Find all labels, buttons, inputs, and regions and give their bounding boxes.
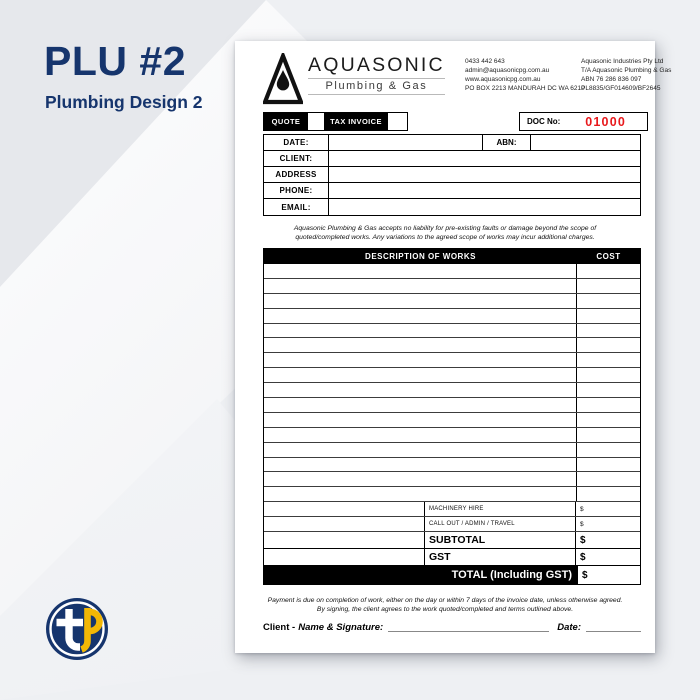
client-label: CLIENT: — [279, 154, 313, 163]
works-cost-cell[interactable] — [577, 368, 640, 382]
works-table-header — [264, 248, 640, 264]
spacer-cell — [264, 532, 425, 548]
quote-checkbox[interactable] — [308, 113, 324, 130]
address-label: ADDRESS — [275, 170, 317, 179]
subtotal-label: SUBTOTAL — [425, 532, 576, 548]
invoice-document — [235, 41, 672, 653]
gst-row — [264, 549, 640, 566]
works-empty-row[interactable] — [264, 413, 640, 428]
works-description-cell[interactable] — [264, 383, 577, 397]
address-field[interactable] — [328, 167, 640, 182]
disclaimer-line2: quoted/completed works. Any variations to the agreed scope of works may incur additional charges. — [295, 233, 595, 241]
works-empty-row[interactable] — [264, 353, 640, 368]
grand-total-label: TOTAL (Including GST) — [264, 566, 577, 584]
liability-disclaimer — [256, 225, 634, 242]
document-header — [263, 51, 672, 105]
works-description-cell[interactable] — [264, 472, 577, 486]
date-row — [264, 135, 640, 151]
tax-invoice-label: TAX INVOICE — [324, 113, 388, 130]
works-description-cell[interactable] — [264, 413, 577, 427]
doc-no-value: 01000 — [585, 114, 626, 129]
works-description-cell[interactable] — [264, 353, 577, 367]
works-cost-cell[interactable] — [577, 338, 640, 352]
brand-text — [308, 54, 445, 105]
subtotal-cost-cell[interactable]: $ — [580, 534, 586, 546]
works-description-cell[interactable] — [264, 428, 577, 442]
works-cost-cell[interactable] — [577, 398, 640, 412]
trading-name: T/A Aquasonic Plumbing & Gas — [581, 67, 672, 74]
works-cost-cell[interactable] — [577, 413, 640, 427]
signature-row — [263, 622, 641, 633]
works-empty-row[interactable] — [264, 279, 640, 294]
brand-name: AQUASONIC — [308, 54, 445, 76]
payment-note-line1: Payment is due on completion of work, either on the day or within 7 days of the invoice date, unless otherwise agreed. — [267, 597, 623, 604]
machinery-hire-row — [264, 502, 640, 517]
spacer-cell — [264, 517, 425, 531]
works-cost-cell[interactable] — [577, 472, 640, 486]
brand-tagline: Plumbing & Gas — [308, 78, 445, 95]
abn-label: ABN: — [482, 135, 530, 150]
subtotal-row — [264, 532, 640, 549]
works-empty-row[interactable] — [264, 338, 640, 353]
postal-address: PO BOX 2213 MANDURAH DC WA 6210 — [465, 85, 585, 92]
design-subtitle: Plumbing Design 2 — [45, 92, 203, 112]
works-cost-cell[interactable] — [577, 353, 640, 367]
phone-row — [264, 183, 640, 199]
works-description-cell[interactable] — [264, 487, 577, 501]
signature-line[interactable] — [388, 622, 549, 632]
date-line[interactable] — [586, 622, 641, 632]
works-cost-cell[interactable] — [577, 294, 640, 308]
address-row — [264, 167, 640, 183]
abn-field[interactable] — [530, 135, 641, 150]
machinery-hire-cost-cell[interactable]: $ — [580, 505, 584, 513]
works-empty-row[interactable] — [264, 487, 640, 502]
aquasonic-brand — [263, 51, 445, 105]
client-field[interactable] — [328, 151, 640, 166]
call-out-label: CALL OUT / ADMIN / TRAVEL — [425, 517, 576, 531]
email-label: EMAIL: — [281, 202, 311, 212]
machinery-hire-label: MACHINERY HIRE — [425, 502, 576, 516]
name-signature-label: Name & Signature: — [298, 622, 384, 633]
client-row — [264, 151, 640, 167]
works-table — [263, 248, 641, 585]
disclaimer-line1: Aquasonic Plumbing & Gas accepts no liability for pre-existing faults or damage beyond the scope of — [293, 225, 597, 232]
date-label: DATE: — [283, 138, 309, 147]
company-name: Aquasonic Industries Pty Ltd — [581, 58, 664, 65]
works-cost-cell[interactable] — [577, 458, 640, 472]
payment-note-line2: By signing, the client agrees to the work quoted/completed and terms outlined above. — [316, 605, 574, 613]
doc-number-box — [519, 112, 648, 131]
phone-label: PHONE: — [279, 186, 313, 195]
works-empty-row[interactable] — [264, 428, 640, 443]
works-description-cell[interactable] — [264, 294, 577, 308]
email-row — [264, 199, 640, 215]
works-cost-cell[interactable] — [577, 264, 640, 278]
works-cost-cell[interactable] — [577, 324, 640, 338]
call-out-cost-cell[interactable]: $ — [580, 520, 584, 528]
works-description-cell[interactable] — [264, 264, 577, 278]
works-empty-row[interactable] — [264, 264, 640, 279]
email-field[interactable] — [328, 199, 640, 215]
website: www.aquasonicpg.com.au — [465, 76, 541, 83]
aquasonic-triangle-droplet-icon — [263, 53, 303, 105]
works-cost-cell[interactable] — [577, 383, 640, 397]
works-cost-cell[interactable] — [577, 309, 640, 323]
contact-details-right — [581, 57, 671, 105]
payment-terms-note — [256, 597, 634, 614]
phone-number: 0433 442 643 — [465, 58, 505, 65]
abn-number: ABN 76 286 836 097 — [581, 76, 642, 83]
spacer-cell — [264, 502, 425, 516]
works-description-cell[interactable] — [264, 398, 577, 412]
works-description-cell[interactable] — [264, 368, 577, 382]
works-cost-cell[interactable] — [577, 279, 640, 293]
works-empty-row[interactable] — [264, 324, 640, 339]
works-description-cell[interactable] — [264, 338, 577, 352]
date-field[interactable] — [328, 135, 482, 150]
works-empty-row[interactable] — [264, 368, 640, 383]
date-signature-label: Date: — [557, 622, 581, 633]
doc-no-label: DOC No: — [527, 117, 561, 126]
tp-print-logo-icon — [43, 595, 111, 663]
works-empty-row[interactable] — [264, 294, 640, 309]
gst-label: GST — [425, 549, 576, 565]
client-signature-label: Client - — [263, 622, 296, 633]
works-empty-row[interactable] — [264, 383, 640, 398]
works-cost-cell[interactable] — [577, 487, 640, 501]
works-cost-cell[interactable] — [577, 443, 640, 457]
works-empty-row[interactable] — [264, 443, 640, 458]
works-empty-row[interactable] — [264, 309, 640, 324]
quote-label: QUOTE — [264, 113, 308, 130]
tax-invoice-checkbox[interactable] — [388, 113, 407, 130]
document-type-row — [263, 112, 648, 131]
client-details-table — [263, 134, 641, 216]
works-description-cell[interactable] — [264, 279, 577, 293]
license-numbers: PL8835/GF014609/BF2645 — [581, 85, 661, 92]
phone-field[interactable] — [328, 183, 640, 198]
grand-total-row — [264, 566, 640, 584]
works-description-cell[interactable] — [264, 309, 577, 323]
grand-total-cost-cell[interactable]: $ — [577, 566, 640, 584]
email-address: admin@aquasonicpg.com.au — [465, 67, 550, 74]
works-empty-row[interactable] — [264, 472, 640, 487]
call-out-row — [264, 517, 640, 532]
works-cost-cell[interactable] — [577, 428, 640, 442]
design-title: PLU #2 — [44, 38, 186, 84]
works-description-cell[interactable] — [264, 443, 577, 457]
cost-column-header: COST — [596, 251, 621, 261]
spacer-cell — [264, 549, 425, 565]
description-column-header: DESCRIPTION OF WORKS — [365, 251, 476, 261]
works-description-cell[interactable] — [264, 458, 577, 472]
gst-cost-cell[interactable]: $ — [580, 551, 586, 563]
works-rows — [264, 264, 640, 502]
works-empty-row[interactable] — [264, 458, 640, 473]
works-empty-row[interactable] — [264, 398, 640, 413]
works-description-cell[interactable] — [264, 324, 577, 338]
contact-details-left — [465, 57, 585, 105]
document-type-selector — [263, 112, 408, 131]
